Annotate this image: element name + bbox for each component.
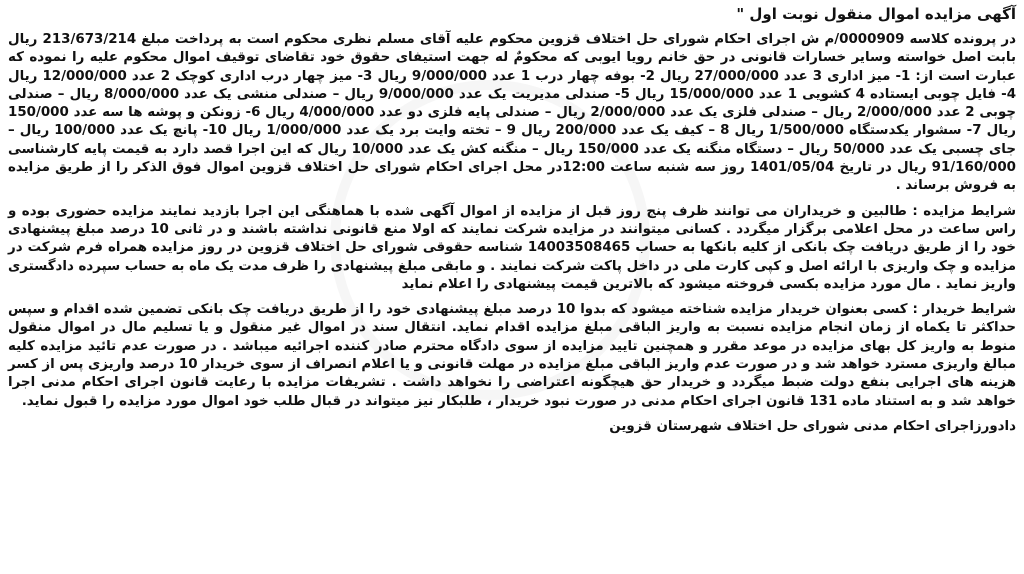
buyer-conditions-paragraph: شرایط خریدار : کسی بعنوان خریدار مزایده شناخته میشود که بدوا 10 درصد مبلغ پیشنهادی خود را از طریق دریافت چک بانکی تضمین شده اقدام و سپس حداکثر تا یکماه از زمان انجام مزایده نسبت به واریز الباقی مبلغ مزایده اقدام نماید. انتقال سند در اموال غیر منقول و یا تسلیم مال در اموال منقول منوط به واریز کل بهای مزایده در موعد مقرر و همچنین تایید مزایده از سوی دادگاه محترم صادر کننده اجرائیه میباشد . در صورت عدم تائید مزایده کلیه مبالغ واریزی مسترد خواهد شد و در صورت عدم واریز الباقی مبلغ مزایده در مهلت قانونی و یا اعلام انصراف از سوی خریدار 10 درصد واریزی پس از کسر هزینه های اجرایی بنفع دولت ضبط میگردد و خریدار حق هیچگونه اعتراضی را نخواهد داشت . تشریفات مزایده با رعایت قانون اجرای احکام مدنی اجرا خواهد شد و به استناد ماده 131 قانون اجرای احکام مدنی در صورت نبود خریدار ، طلبکار نیز میتواند در قبال طلب خود اموال مورد مزایده را قبول نماید. xyxy=(8,302,1016,409)
auction-notice xyxy=(8,4,1016,570)
notice-title: آگهی مزایده اموال منقول نوبت اول " xyxy=(736,5,1016,23)
case-details-paragraph: در پرونده کلاسه 0000909/م ش اجرای احکام شورای حل اختلاف قزوین محکوم علیه آقای مسلم نظری محکوم است به پرداخت مبلغ 213/673/214 ریال بابت اصل خواسته وسایر خسارات قانونی در حق خانم رویا ایوبی که محکومٌ له جهت استیفای حقوق خود تقاضای توقیف اموال محکوم علیه را نموده که عبارت است از: 1- میز اداری 3 عدد 27/000/000 ریال 2- بوفه چهار درب 1 عدد 9/000/000 ریال 3- میز چهار درب اداری کوچک 2 عدد 12/000/000 ریال 4- فایل چوبی ایستاده 4 کشویی 1 عدد 15/000/000 ریال 5- صندلی مدیریت یک عدد 9/000/000 ریال – صندلی منشی یک عدد 8/000/000 ریال – صندلی چوبی 2 عدد 2/000/000 ریال – صندلی فلزی یک عدد 2/000/000 ریال – صندلی پایه فلزی دو عدد 4/000/000 ریال 6- زونکن و پوشه ها سه عدد 150/000 ریال 7- سشوار یکدستگاه 1/500/000 ریال 8 – کیف یک عدد 200/000 ریال 9 – تخته وایت برد یک عدد 1/000/000 ریال 10- پانچ یک عدد 100/000 ریال – جای چسبی یک عدد 50/000 ریال – دستگاه منگنه یک عدد 150/000 ریال – منگنه کش یک عدد 10/000 ریال که این اجرا قصد دارد به قیمت پایه کارشناسی 91/160/000 ریال در تاریخ 1401/05/04 روز سه شنبه ساعت 12:00در محل اجرای احکام شورای حل اختلاف قزوین اموال فوق الذکر را از طریق مزایده به فروش برساند . xyxy=(8,32,1017,194)
signature-line: دادورزاجرای احکام مدنی شورای حل اختلاف شهرستان قزوین xyxy=(609,418,1016,434)
auction-conditions-paragraph: شرایط مزایده : طالبین و خریداران می توانند ظرف پنج روز قبل از مزایده از اموال آگهی شده با هماهنگی این اجرا بازدید نمایند مزایده حضوری بوده و راس ساعت در محل اعلامی برگزار میگردد . کسانی میتوانند در مزایده شرکت نمایند که اولا منع قانونی نداشته باشند و در ثانی 10 درصد مبلغ پیشنهادی خود را از طریق دریافت چک بانکی از کلیه بانکها به حساب 14003508465 شناسه حقوقی شورای حل اختلاف قزوین در روز مزایده همراه فرم شرکت در مزایده و چک واریزی با ارائه اصل و کپی کارت ملی در داخل پاکت شرکت نمایند . و مابقی مبلغ پیشنهادی را ظرف مدت یک ماه به حساب سپرده دادگستری واریز نماید . مال مورد مزایده بکسی فروخته میشود که بالاترین قیمت پیشنهادی را اعلام نماید xyxy=(8,203,1016,292)
